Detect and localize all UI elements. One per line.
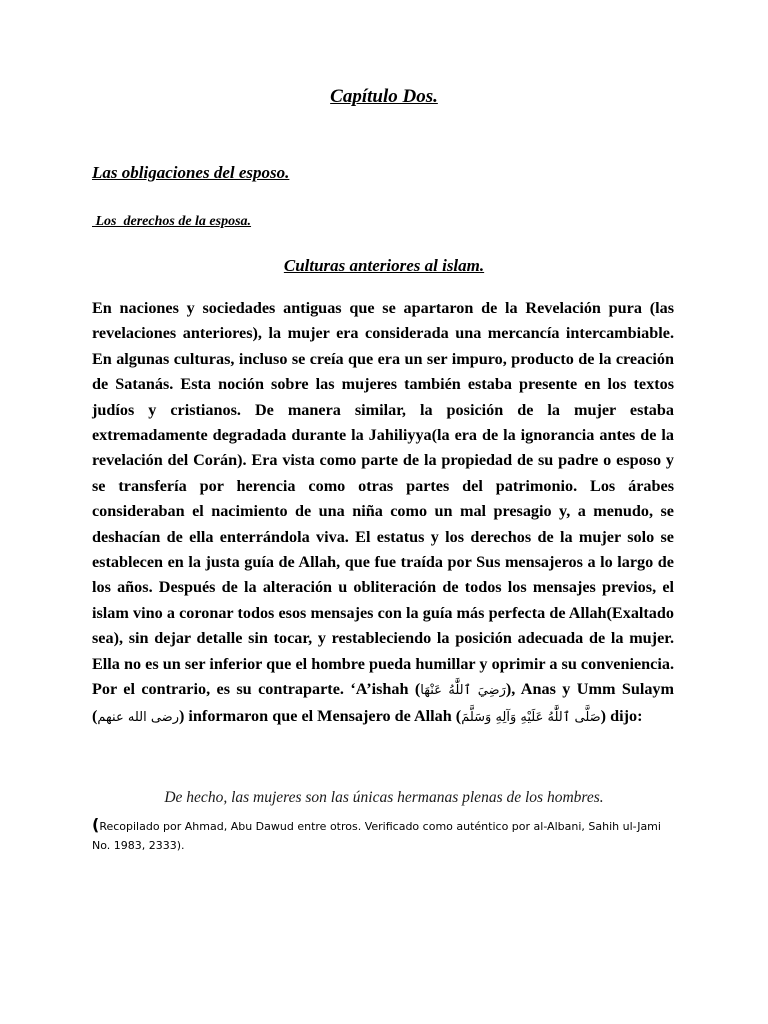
culture-section-title: Culturas anteriores al islam. <box>283 256 485 275</box>
citation-text: Recopilado por Ahmad, Abu Dawud entre otros. Verificado como auténtico por al-Albani, Sahih ul-Jami No. 1983, 2333). <box>92 820 661 852</box>
arabic-honorific-prophet: صَلَّى ٱللَّٰهُ عَلَيْهِ وَآلِهِ وَسَلَّمَ <box>461 709 601 725</box>
section-title: Las obligaciones del esposo. <box>92 163 290 182</box>
citation-open-paren: ( <box>92 815 100 834</box>
body-paragraph <box>92 296 674 730</box>
arabic-honorific-companions: رضى الله عنهم <box>97 709 179 725</box>
body-text-part-3: ) informaron que el Mensajero de Allah ( <box>178 706 462 725</box>
body-text-part-4: ) dijo: <box>600 706 643 725</box>
body-text-part-1: En naciones y sociedades antiguas que se apartaron de la Revelación pura (las revelaciones anteriores), la mujer era considerada una mercancía intercambiable. En algunas culturas, incluso se creía que era un ser impuro, producto de la creación de Satanás. Esta noción sobre las mujeres también estaba presente en los textos judíos y cristianos. De manera similar, la posición de la mujer estaba extremadamente degradada durante la Jahiliyya(la era de la ignorancia antes de la revelación del Corán). Era vista como parte de la propiedad de su padre o esposo y se transfería por herencia como otras partes del patrimonio. Los árabes consideraban el nacimiento de una niña como un mal presagio y, a menudo, se deshacían de ella enterrándola viva. El estatus y los derechos de la mujer solo se establecen en la justa guía de Allah, que fue traída por Sus mensajeros a lo largo de los años. Después de la alteración u obliteración de todos los mensajes previos, el islam vino a coronar todos esos mensajes con la guía más perfecta de Allah(Exaltado sea), sin dejar detalle sin tocar, y restableciendo la posición adecuada de la mujer. Ella no es un ser inferior que el hombre pueda humillar y oprimir a su conveniencia. Por el contrario, es su contraparte. ‘A’ishah ( <box>92 299 674 699</box>
subsection-title: Los derechos de la esposa. <box>92 214 252 229</box>
citation <box>92 815 682 855</box>
chapter-title: Capítulo Dos. <box>330 86 438 107</box>
arabic-honorific-aishah: رَضِيَ ٱللَّٰهُ عَنْهَا <box>420 683 506 699</box>
body-text-part-2: ), Anas y Umm Sulaym ( <box>92 680 674 725</box>
hadith-quote: De hecho, las mujeres son las únicas hermanas plenas de los hombres. <box>164 789 604 806</box>
